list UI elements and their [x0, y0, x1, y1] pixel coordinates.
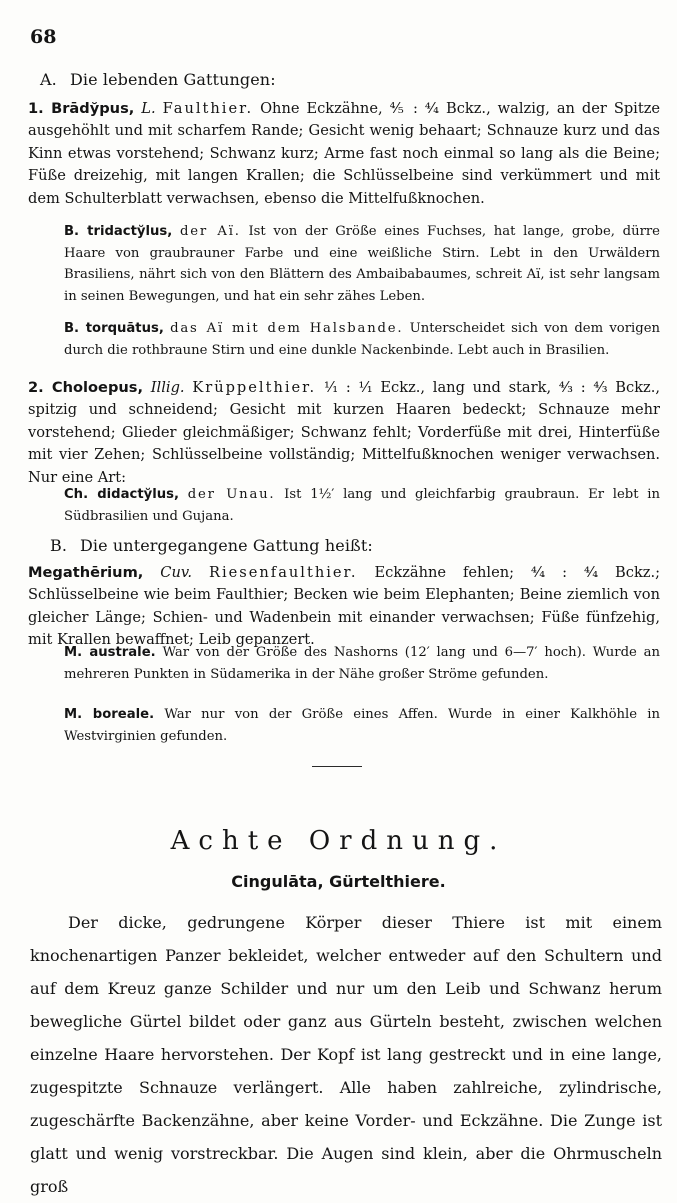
entry-b-tridactylus [64, 221, 660, 307]
entry-choloepus-author: Illig. [150, 379, 185, 396]
entry-b-tridactylus-label: B. tridactўlus, [64, 224, 173, 239]
section-divider [312, 766, 362, 767]
entry-ch-didactylus [64, 484, 660, 527]
entry-b-tridactylus-common: der Aï. [179, 224, 241, 239]
section-a-letter: A. [40, 70, 57, 89]
entry-b-torquatus-common: das Aï mit dem Halsbande. [170, 321, 404, 336]
entry-megatherium [28, 562, 660, 652]
order-subtitle: Cingulāta, Gürtelthiere. [231, 872, 446, 891]
entry-choloepus-text: ¹⁄₁ : ¹⁄₁ Eckz., lang und stark, ⁴⁄₃ : ⁴⁄₃ Bckz., spitzig und schneidend; Gesicht mit kurzen Haaren bedeckt; Schnauze mehr vorstehend; Glieder gleichmäßiger; Schwanz fehlt; Vorderfüße mit drei, Hinterfüße mit vier Zehen; Schlüsselbeine vollständig; Mittelfußknochen weniger verwachsen. Nur eine Art: [28, 379, 661, 486]
entry-ch-didactylus-label: Ch. didactўlus, [64, 487, 180, 502]
entry-b-torquatus [64, 318, 660, 361]
entry-m-australe-label: M. australe. [64, 645, 156, 660]
entry-m-boreale-text: War nur von der Größe eines Affen. Wurde in einer Kalkhöhle in Westvirginien gefunden. [64, 707, 660, 744]
entry-m-australe-text: War von der Größe des Nashorns (12′ lang und 6—7′ hoch). Wurde an mehreren Punkten in Südamerika in der Nähe großer Ströme gefunden. [64, 645, 660, 682]
entry-b-tridactylus-text: Ist von der Größe eines Fuchses, hat lange, grobe, dürre Haare von graubrauner Farbe und eine weißliche Stirn. Lebt in den Urwäldern Brasiliens, nährt sich von den Blättern des Ambaibabaumes, schreit Aï, ist sehr langsam in seinen Bewegungen, und hat ein sehr zähes Leben. [64, 224, 660, 304]
entry-bradypus-author: L. [141, 100, 156, 117]
entry-b-torquatus-label: B. torquātus, [64, 321, 164, 336]
entry-ch-didactylus-common: der Unau. [187, 487, 276, 502]
entry-choloepus [28, 377, 660, 489]
entry-megatherium-label: Megathērium, [28, 564, 144, 581]
entry-bradypus-label: 1. Brādўpus, [28, 100, 135, 117]
page-number: 68 [30, 26, 57, 48]
entry-bradypus-text: Ohne Eckzähne, ⅘ : ⁴⁄₄ Bckz., walzig, an der Spitze ausgehöhlt und mit scharfem Rande; Gesicht wenig behaart; Schnauze kurz und das Kinn etwas vorstehend; Schwanz kurz; Arme fast noch einmal so lang als die Beine; Füße dreizehig, mit langen Krallen; die Schlüsselbeine sind verkümmert und mit dem Schulterblatt verwachsen, ebenso die Mittelfußknochen. [28, 100, 661, 207]
section-b-heading [50, 536, 373, 555]
entry-megatherium-author: Cuv. [160, 564, 193, 581]
entry-m-boreale-label: M. boreale. [64, 707, 155, 722]
entry-megatherium-german: Riesenfaulthier. [208, 564, 358, 581]
section-b-letter: B. [50, 536, 68, 555]
section-a-title: Die lebenden Gattungen: [70, 70, 276, 89]
order-paragraph: Der dicke, gedrungene Körper dieser Thiere ist mit einem knochenartigen Panzer bekleidet, welcher entweder auf den Schultern und auf dem Kreuz ganze Schilder und nur um den Leib und Schwanz herum bewegliche Gürtel bildet oder ganz aus Gürteln besteht, zwischen welchen einzelne Haare hervorstehen. Der Kopf ist lang gestreckt und in eine lange, zugespitzte Schnauze verlängert. Alle haben zahlreiche, zylindrische, zugeschärfte Backenzähne, aber keine Vorder- und Eckzähne. Die Zunge ist glatt und wenig vorstreckbar. Die Augen sind klein, aber die Ohrmuscheln groß [30, 913, 662, 1196]
entry-bradypus [28, 98, 660, 210]
section-a-heading [40, 70, 276, 89]
entry-b-torquatus-text: Unterscheidet sich von dem vorigen durch die rothbraune Stirn und eine dunkle Nackenbinde. Lebt auch in Brasilien. [64, 321, 660, 358]
section-b-title: Die untergegangene Gattung heißt: [80, 536, 373, 555]
entry-bradypus-german: Faulthier. [162, 100, 254, 117]
entry-choloepus-label: 2. Choloepus, [28, 379, 144, 396]
entry-m-boreale [64, 704, 660, 747]
entry-megatherium-text: Eckzähne fehlen; ⁴⁄₄ : ⁴⁄₄ Bckz.; Schlüsselbeine wie beim Faulthier; Becken wie beim Elephanten; Beine ziemlich von gleicher Länge; Schien- und Wadenbein mit einander verwachsen; Füße fünfzehig, mit Krallen bewaffnet; Leib gepanzert. [28, 564, 661, 649]
entry-ch-didactylus-text: Ist 1½′ lang und gleichfarbig graubraun. Er lebt in Südbrasilien und Gujana. [64, 487, 660, 524]
entry-choloepus-german: Krüppelthier. [192, 379, 317, 396]
entry-m-australe [64, 642, 660, 685]
order-title: Achte Ordnung. [170, 826, 507, 856]
